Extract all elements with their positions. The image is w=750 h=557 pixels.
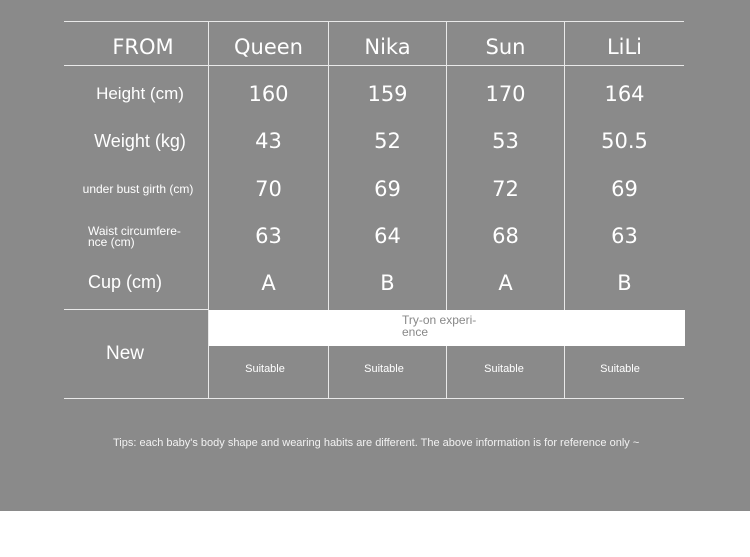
measurements-rule [64,309,209,310]
weight-queen: 43 [255,129,282,153]
suitability-nika: Suitable [364,363,404,375]
model-header-nika: Nika [364,35,411,59]
bottom-rule [64,398,684,399]
height-nika: 159 [367,82,408,106]
model-header-sun: Sun [485,35,526,59]
under-bust-nika: 69 [374,177,401,201]
cup-queen: A [261,271,276,295]
column-divider-3 [446,21,447,310]
suitability-lili: Suitable [600,363,640,375]
row-label-waist-line2: nce (cm) [88,235,135,249]
height-sun: 170 [485,82,526,106]
row-label-height: Height (cm) [96,84,184,103]
waist-sun: 68 [492,224,519,248]
row-label-under-bust: under bust girth (cm) [82,182,194,196]
waist-lili: 63 [611,224,638,248]
from-header: FROM [112,35,174,59]
under-bust-queen: 70 [255,177,282,201]
model-header-queen: Queen [234,35,303,59]
reference-tip: Tips: each baby's body shape and wearing habits are different. The above information is for reference only ~ [113,437,640,449]
row-label-cup: Cup (cm) [88,271,163,292]
tryon-heading [402,314,476,338]
height-lili: 164 [604,82,645,106]
column-divider-2 [328,21,329,310]
top-rule [64,21,684,22]
tryon-heading-line2: ence [402,325,429,339]
under-bust-sun: 72 [492,177,519,201]
under-bust-lili: 69 [611,177,638,201]
header-rule [64,65,684,66]
new-label: New [105,343,144,364]
height-queen: 160 [248,82,289,106]
model-header-lili: LiLi [606,35,643,59]
row-label-waist-line1: Waist circumfere- [88,224,181,238]
column-divider-4 [564,21,565,310]
weight-lili: 50.5 [601,129,648,153]
weight-nika: 52 [374,129,401,153]
weight-sun: 53 [492,129,519,153]
tryon-heading-line1: Try-on experi- [402,313,477,327]
suitability-queen: Suitable [245,363,285,375]
waist-nika: 64 [374,224,401,248]
suitability-sun: Suitable [484,363,524,375]
waist-queen: 63 [255,224,282,248]
row-label-weight: Weight (kg) [94,130,186,151]
cup-nika: B [380,271,395,295]
cup-lili: B [617,271,632,295]
row-label-waist [88,226,206,248]
cup-sun: A [498,271,513,295]
